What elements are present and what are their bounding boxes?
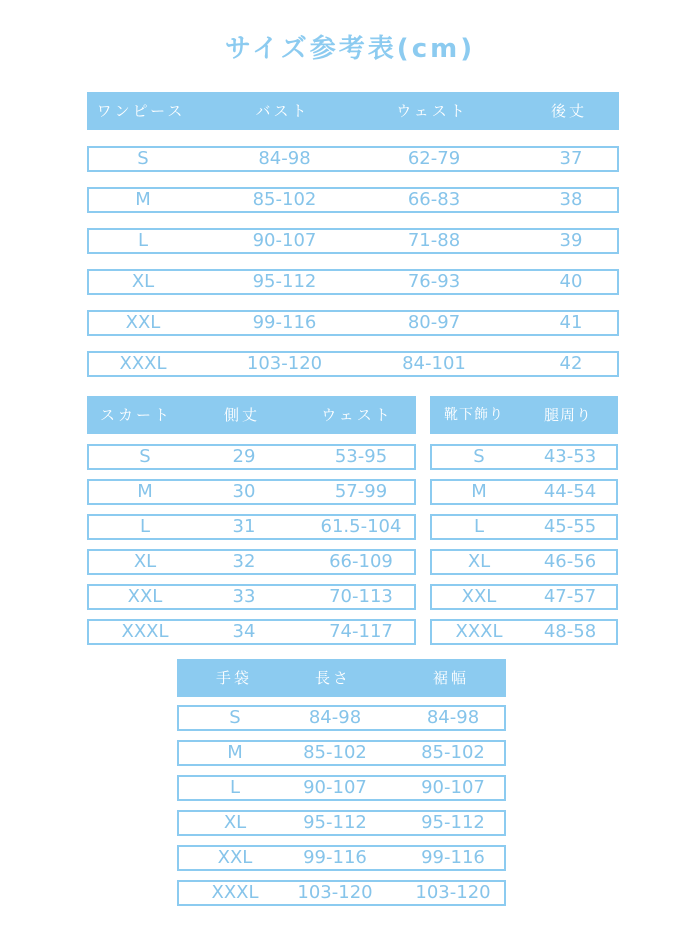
measurement-cell: 34 [232, 621, 256, 642]
measurement-cell: 85-102 [252, 189, 317, 210]
header-back-length: 後丈 [550, 102, 587, 120]
header-gloves: 手袋 [215, 669, 252, 687]
measurement-cell: 84-101 [402, 353, 466, 374]
size-label-cell: L [139, 516, 151, 537]
measurement-cell: 103-120 [246, 353, 323, 374]
header-bust: バスト [255, 102, 310, 120]
header-onepiece: ワンピース [96, 102, 186, 120]
table-row [87, 351, 619, 377]
measurement-cell: 99-116 [303, 847, 367, 868]
size-label-cell: XXXL [211, 882, 259, 903]
skirt-table-header [87, 396, 416, 434]
measurement-cell: 76-93 [407, 271, 461, 292]
size-label-cell: XL [467, 551, 491, 572]
gloves-size-table [177, 659, 506, 912]
measurement-cell: 84-98 [426, 707, 480, 728]
measurement-cell: 74-117 [329, 621, 393, 642]
table-row [87, 444, 416, 470]
measurement-cell: 99-116 [421, 847, 485, 868]
measurement-cell: 57-99 [334, 481, 388, 502]
size-label-cell: XL [133, 551, 157, 572]
measurement-cell: 32 [232, 551, 256, 572]
gloves-table-header [177, 659, 506, 697]
measurement-cell: 42 [559, 353, 583, 374]
header-length: 長さ [314, 669, 351, 687]
size-label-cell: XXXL [119, 353, 167, 374]
measurement-cell: 95-112 [421, 812, 485, 833]
size-label-cell: M [137, 481, 153, 502]
table-row [430, 619, 618, 645]
measurement-cell: 61.5-104 [320, 516, 402, 537]
measurement-cell: 46-56 [543, 551, 597, 572]
size-label-cell: L [137, 230, 149, 251]
skirt-size-table [87, 396, 416, 649]
measurement-cell: 103-120 [415, 882, 491, 903]
table-row [177, 845, 506, 871]
measurement-cell: 90-107 [252, 230, 317, 251]
measurement-cell: 40 [559, 271, 583, 292]
size-label-cell: XXXL [455, 621, 503, 642]
measurement-cell: 66-83 [407, 189, 461, 210]
table-row [87, 584, 416, 610]
measurement-cell: 29 [232, 446, 256, 467]
size-label-cell: S [229, 707, 241, 728]
measurement-cell: 70-113 [329, 586, 393, 607]
size-label-cell: XXXL [121, 621, 169, 642]
size-label-cell: XXL [125, 312, 161, 333]
header-skirt: スカート [99, 406, 172, 424]
table-row [87, 514, 416, 540]
header-skirt-waist: ウェスト [321, 406, 393, 424]
measurement-cell: 30 [232, 481, 256, 502]
measurement-cell: 62-79 [407, 148, 461, 169]
header-side-length: 側丈 [223, 406, 260, 424]
measurement-cell: 99-116 [252, 312, 317, 333]
table-row [430, 514, 618, 540]
table-row [177, 880, 506, 906]
header-waist: ウェスト [396, 102, 468, 120]
size-label-cell: XL [131, 271, 155, 292]
measurement-cell: 90-107 [421, 777, 485, 798]
measurement-cell: 44-54 [543, 481, 597, 502]
measurement-cell: 80-97 [407, 312, 461, 333]
size-label-cell: XXL [127, 586, 163, 607]
measurement-cell: 90-107 [303, 777, 367, 798]
table-row [430, 444, 618, 470]
measurement-cell: 66-109 [329, 551, 393, 572]
table-row [87, 479, 416, 505]
measurement-cell: 48-58 [543, 621, 597, 642]
table-row [87, 187, 619, 213]
measurement-cell: 33 [232, 586, 256, 607]
size-label-cell: S [139, 446, 151, 467]
size-label-cell: M [227, 742, 243, 763]
shoe-cover-table-header [430, 396, 618, 434]
measurement-cell: 47-57 [543, 586, 597, 607]
table-row [177, 775, 506, 801]
table-row [430, 584, 618, 610]
measurement-cell: 38 [559, 189, 583, 210]
size-label-cell: M [135, 189, 151, 210]
measurement-cell: 85-102 [421, 742, 485, 763]
measurement-cell: 71-88 [407, 230, 461, 251]
measurement-cell: 41 [559, 312, 583, 333]
header-hem-width: 裾幅 [432, 669, 469, 687]
table-row [87, 619, 416, 645]
measurement-cell: 95-112 [252, 271, 317, 292]
page-title: サイズ参考表(cm) [224, 34, 476, 64]
measurement-cell: 84-98 [308, 707, 362, 728]
measurement-cell: 103-120 [297, 882, 373, 903]
table-row [87, 146, 619, 172]
shoe-cover-size-table [430, 396, 618, 649]
measurement-cell: 53-95 [334, 446, 388, 467]
measurement-cell: 37 [559, 148, 583, 169]
size-label-cell: S [137, 148, 149, 169]
table-row [430, 479, 618, 505]
measurement-cell: 85-102 [303, 742, 367, 763]
table-row [177, 740, 506, 766]
onepiece-size-table [87, 92, 619, 382]
size-label-cell: XL [223, 812, 247, 833]
measurement-cell: 43-53 [543, 446, 597, 467]
table-row [430, 549, 618, 575]
size-label-cell: L [473, 516, 485, 537]
size-label-cell: M [471, 481, 487, 502]
table-row [87, 549, 416, 575]
table-row [87, 269, 619, 295]
header-thigh: 腿周り [543, 406, 592, 424]
size-label-cell: L [229, 777, 241, 798]
table-row [87, 228, 619, 254]
size-label-cell: XXL [461, 586, 497, 607]
measurement-cell: 31 [232, 516, 256, 537]
measurement-cell: 39 [559, 230, 583, 251]
measurement-cell: 84-98 [258, 148, 311, 169]
measurement-cell: 45-55 [543, 516, 597, 537]
table-row [87, 310, 619, 336]
table-row [177, 810, 506, 836]
table-row [177, 705, 506, 731]
header-shoe-cover: 靴下飾り [444, 407, 504, 423]
size-label-cell: S [473, 446, 485, 467]
onepiece-table-header [87, 92, 619, 130]
size-label-cell: XXL [217, 847, 253, 868]
measurement-cell: 95-112 [303, 812, 367, 833]
